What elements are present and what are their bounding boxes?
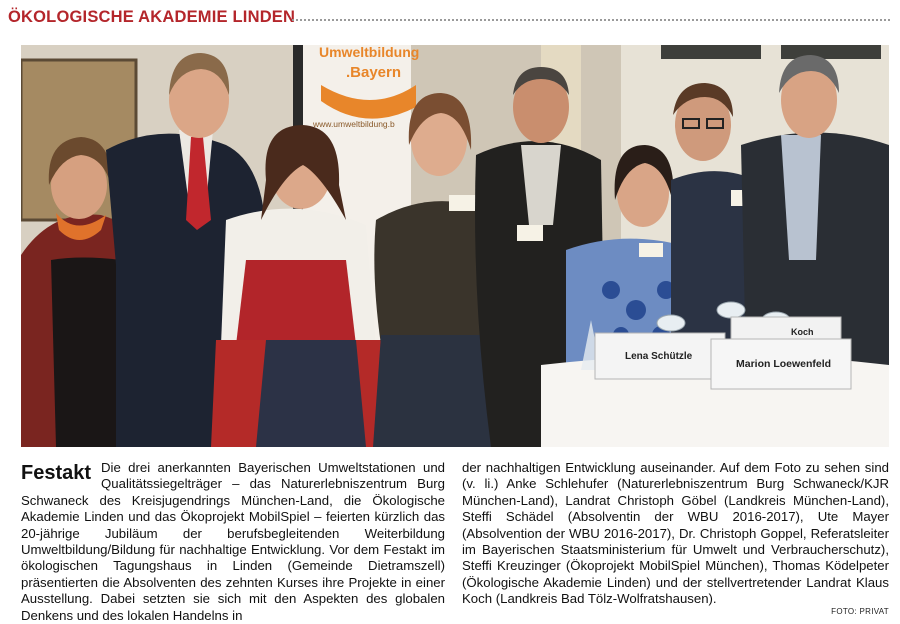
banner-line1: Umweltbildung — [319, 45, 420, 60]
photo-credit: FOTO: PRIVAT — [831, 607, 889, 616]
place-card-right-label: Marion Loewenfeld — [736, 358, 832, 370]
caption-column-1 — [21, 460, 445, 624]
banner-line2: .Bayern — [346, 64, 402, 81]
photo-caption — [21, 460, 889, 623]
article-header — [8, 8, 890, 30]
place-card-left-label: Lena Schützle — [625, 351, 693, 362]
caption-text-part1: Die drei anerkannten Bayerischen Umweltstationen und Qualitätssiegelträger – das Naturerlebniszentrum Burg Schwaneck des Kreisjugendrings München-Land, die Ökologische Akademie Linden und das Ökoprojekt MobilSpiel – feierten kürzlich das 20-jährige Jubiläum der berufsbegleitenden Weiterbildung Umweltbildung/Bildung für nachhaltige Entwicklung. Vor dem Festakt im ökologischen Tagungshaus in Linden (Gemeinde Dietramszell) präsentierten die Absolventen des zehnten Kurses ihre Projekte in einer Ausstellung. Dabei setzten sie sich mit den Aspekten des globalen Denkens und des lokalen Handelns in — [21, 460, 445, 623]
group-photo — [21, 45, 889, 447]
caption-text-part2: der nachhaltigen Entwicklung auseinander. Auf dem Foto zu sehen sind (v. li.) Anke Schlehufer (Naturerlebniszentrum Burg Schwaneck/KJR München-Land), Landrat Christoph Göbel (Landkreis München-Land), Steffi Schädel (Absolventin der WBU 2016-2017), Ute Mayer (Absolvention der WBU 2016-2017), Dr. Christoph Goppel, Referatsleiter im Bayerischen Staatsministerium für Umwelt und Verbraucherschutz), Steffi Kreuzinger (Ökoprojekt MobilSpiel München), Thomas Ködelpeter (Ökologische Akademie Linden) und der stellvertretender Landrat Klaus Koch (Landkreis Bad Tölz-Wolfratshausen). — [462, 460, 889, 607]
caption-column-2 — [462, 460, 889, 608]
banner-url: www.umweltbildung.b — [313, 119, 395, 129]
header-dotted-rule — [292, 19, 890, 21]
header-title: ÖKOLOGISCHE AKADEMIE LINDEN — [8, 8, 296, 26]
group-photo-illustration — [21, 45, 889, 447]
caption-heading: Festakt — [21, 462, 92, 484]
place-card-back-label: Koch — [791, 327, 814, 337]
